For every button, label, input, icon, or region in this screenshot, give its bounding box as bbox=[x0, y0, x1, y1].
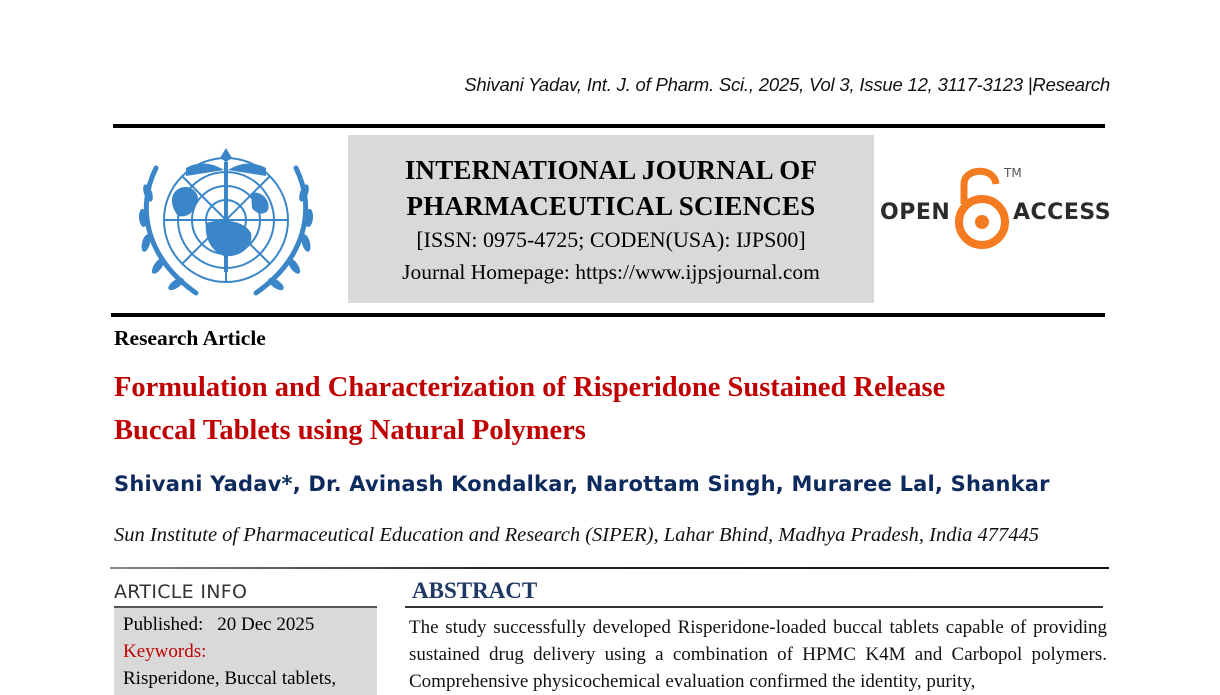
affiliation-divider bbox=[110, 567, 1109, 569]
published-row bbox=[123, 611, 377, 638]
open-access-left-word: OPEN bbox=[880, 200, 951, 225]
keywords-label: Keywords: bbox=[123, 641, 207, 662]
journal-name-line2: PHARMACEUTICAL SCIENCES bbox=[406, 191, 816, 221]
author-affiliation: Sun Institute of Pharmaceutical Education and Research (SIPER), Lahar Bhind, Madhya Pradesh, India 477445 bbox=[114, 524, 1040, 546]
un-caduceus-emblem-icon bbox=[126, 138, 326, 308]
open-access-logo bbox=[880, 162, 1110, 252]
author-list: Shivani Yadav*, Dr. Avinash Kondalkar, Narottam Singh, Muraree Lal, Shankar bbox=[114, 472, 1050, 496]
running-head-citation: Shivani Yadav, Int. J. of Pharm. Sci., 2025, Vol 3, Issue 12, 3117-3123 |Research bbox=[464, 74, 1110, 95]
article-info-box bbox=[114, 606, 377, 695]
open-padlock-icon bbox=[952, 162, 1012, 254]
published-label: Published: bbox=[123, 614, 204, 635]
header-bottom-rule bbox=[111, 313, 1105, 317]
header-top-rule bbox=[113, 124, 1105, 128]
journal-homepage: Journal Homepage: https://www.ijpsjournal.com bbox=[402, 260, 820, 284]
abstract-body: The study successfully developed Risperidone-loaded buccal tablets capable of providing sustained drug delivery using a combination of HPMC K4M and Carbopol polymers. Comprehensive physicochemical evaluation confirmed the identity, purity, bbox=[409, 617, 1107, 692]
keywords-text: Risperidone, Buccal tablets, bbox=[123, 668, 337, 689]
published-date: 20 Dec 2025 bbox=[217, 614, 315, 635]
open-access-right-word: ACCESS bbox=[1013, 200, 1112, 225]
issn-coden: [ISSN: 0975-4725; CODEN(USA): IJPS00] bbox=[416, 227, 806, 252]
journal-name-line1: INTERNATIONAL JOURNAL OF bbox=[404, 155, 818, 185]
abstract-divider bbox=[405, 606, 1103, 608]
trademark-mark: TM bbox=[1004, 166, 1022, 180]
article-title bbox=[114, 366, 1114, 452]
article-title-line1: Formulation and Characterization of Risperidone Sustained Release bbox=[114, 372, 946, 403]
article-info-heading: ARTICLE INFO bbox=[114, 581, 248, 603]
article-type: Research Article bbox=[114, 326, 266, 350]
article-title-line2: Buccal Tablets using Natural Polymers bbox=[114, 415, 586, 446]
abstract-heading: ABSTRACT bbox=[412, 578, 538, 603]
journal-masthead bbox=[348, 135, 874, 303]
